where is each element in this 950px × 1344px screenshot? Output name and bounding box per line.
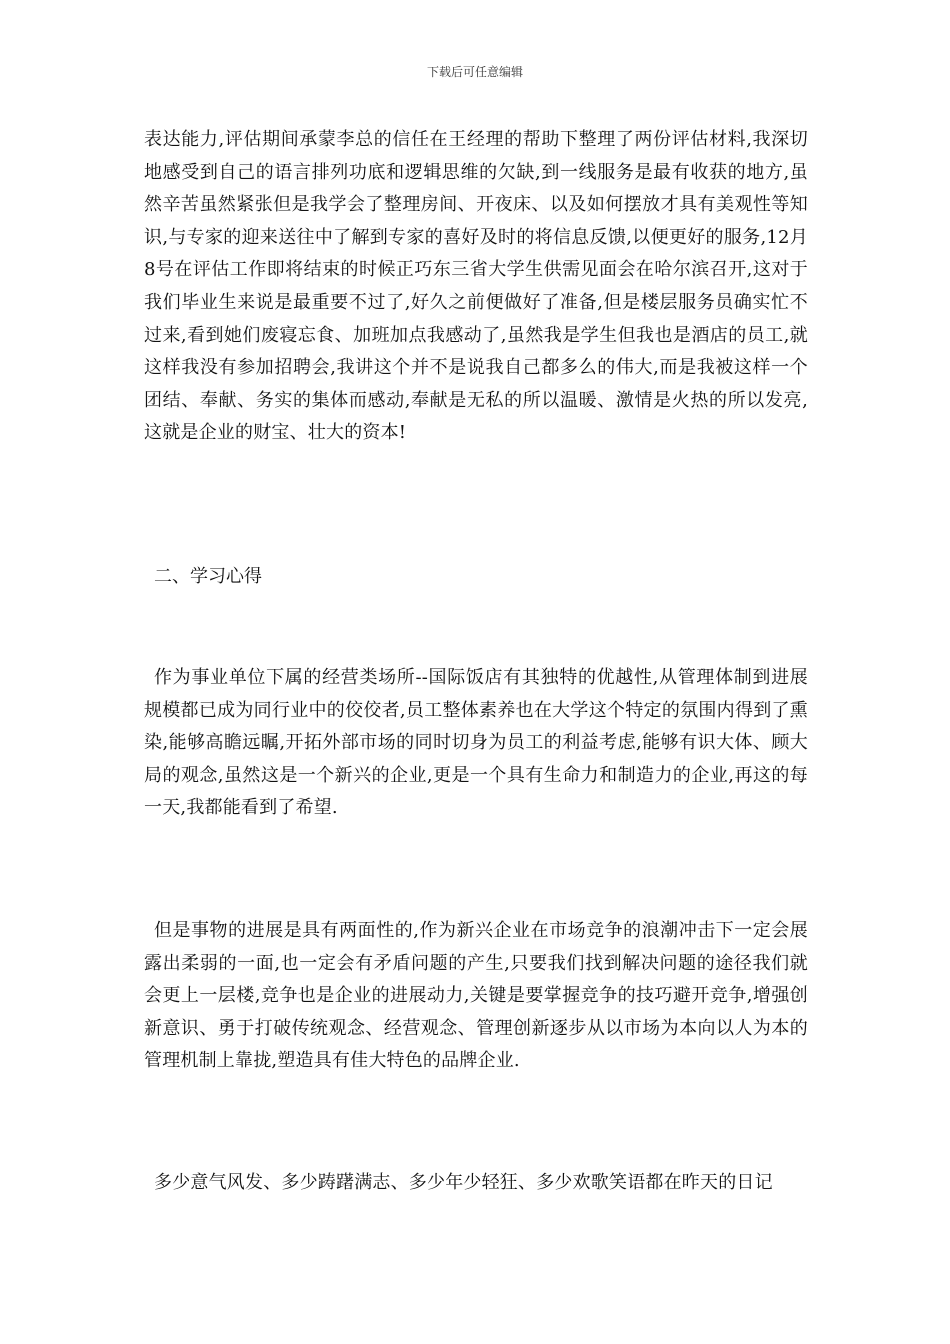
paragraph-competition: 但是事物的进展是具有两面性的,作为新兴企业在市场竞争的浪潮冲击下一定会展露出柔弱的一面,也一定会有矛盾问题的产生,只要我们找到解决问题的途径我们就会更上一层楼,竞争也是企业的进展动力,关键是要掌握竞争的技巧避开竞争,增强创新意识、勇于打破传统观念、经营观念、管理创新逐步从以市场为本向以人为本的管理机制上靠拢,塑造具有佳大特色的品牌企业.	[144, 920, 808, 1072]
paragraph-company-advantages: 作为事业单位下属的经营类场所--国际饭店有其独特的优越性,从管理体制到进展规模都已成为同行业中的佼佼者,员工整体素养也在大学这个特定的氛围内得到了熏染,能够高瞻远瞩,开拓外部市场的同时切身为员工的利益考虑,能够有识大体、顾大局的观念,虽然这是一个新兴的企业,更是一个具有生命力和制造力的企业,再这的每一天,我都能看到了希望.	[144, 667, 808, 819]
page-header: 下载后可任意编辑	[426, 65, 523, 79]
paragraph-work-experience: 表达能力,评估期间承蒙李总的信任在王经理的帮助下整理了两份评估材料,我深切地感受到自己的语言排列功底和逻辑思维的欠缺,到一线服务是最有收获的地方,虽然辛苦虽然紧张但是我学会了整理房间、开夜床、以及如何摆放才具有美观性等知识,与专家的迎来送往中了解到专家的喜好及时的将信息反馈,以便更好的服务,12月8号在评估工作即将结束的时候正巧东三省大学生供需见面会在哈尔滨召开,这对于我们毕业生来说是最重要不过了,好久之前便做好了准备,但是楼层服务员确实忙不过来,看到她们废寝忘食、加班加点我感动了,虽然我是学生但我也是酒店的员工,就这样我没有参加招聘会,我讲这个并不是说我自己都多么的伟大,而是我被这样一个团结、奉献、务实的集体而感动,奉献是无私的所以温暖、激情是火热的所以发亮,这就是企业的财宝、壮大的资本!	[144, 129, 808, 444]
section-heading-study-insights: 二、学习心得	[154, 566, 262, 587]
paragraph-closing: 多少意气风发、多少踌躇满志、多少年少轻狂、多少欢歌笑语都在昨天的日记	[154, 1172, 773, 1193]
